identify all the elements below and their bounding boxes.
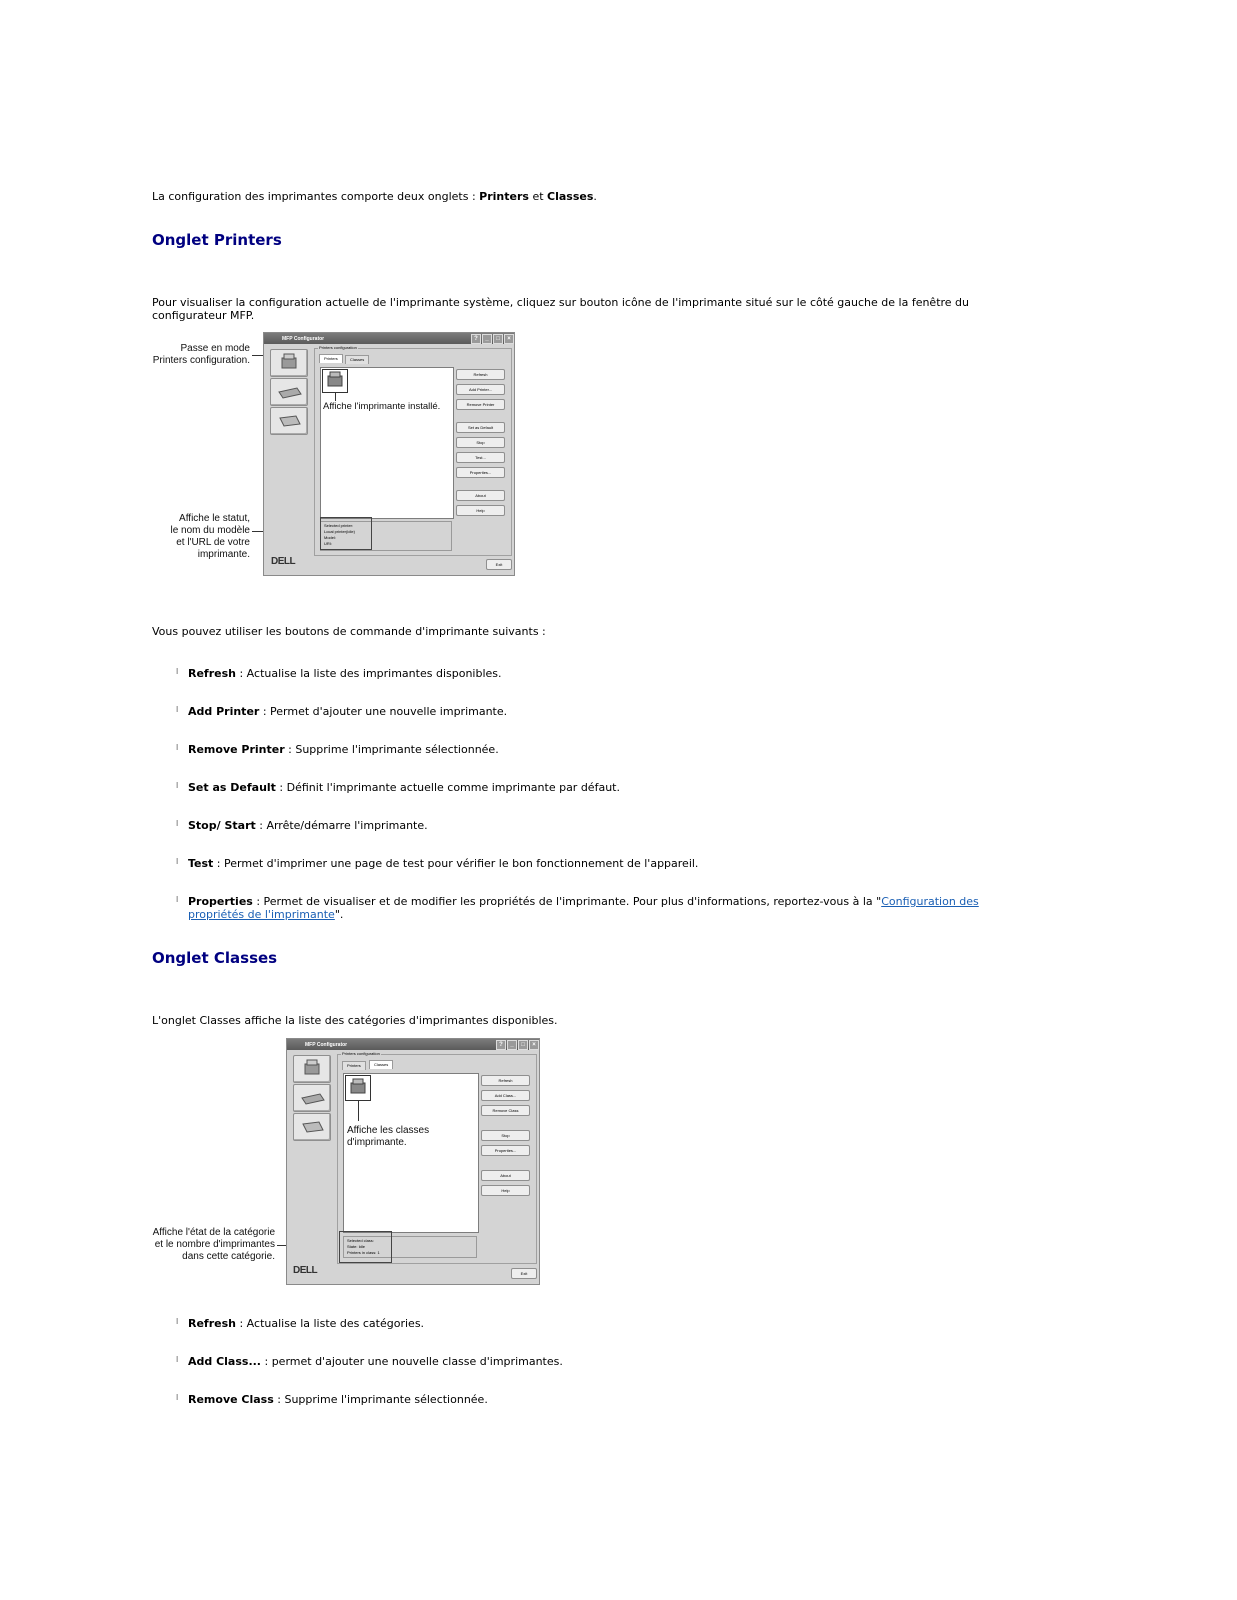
section-title-classes: Onglet Classes [152, 949, 278, 967]
refresh-button[interactable]: Refresh [481, 1075, 530, 1086]
selected-line: Printers in class: 1 [347, 1250, 380, 1255]
about-button[interactable]: About [481, 1170, 530, 1181]
callout-class-status: Affiche l'état de la catégorie et le nombre d'imprimantes dans cette catégorie. [152, 1227, 275, 1262]
intro-text: La configuration des imprimantes comporte deux onglets : Printers et Classes. [152, 190, 597, 203]
help-button[interactable]: Help [481, 1185, 530, 1196]
refresh-button[interactable]: Refresh [456, 369, 505, 380]
port-icon [271, 408, 307, 434]
printers-mode-button[interactable] [293, 1055, 331, 1083]
window-title: MFP Configurator [282, 336, 325, 342]
dell-logo: DELL [293, 1265, 318, 1276]
help-button[interactable]: Help [456, 505, 505, 516]
minimize-icon[interactable]: _ [482, 334, 492, 344]
maximize-icon[interactable]: □ [518, 1040, 528, 1050]
tab-classes[interactable]: Classes [345, 355, 369, 364]
dell-logo: DELL [271, 556, 296, 567]
buttons-intro: Vous pouvez utiliser les boutons de commande d'imprimante suivants : [152, 625, 546, 638]
properties-button[interactable]: Properties... [481, 1145, 530, 1156]
class-printer-icon[interactable] [345, 1075, 371, 1101]
callout-list: Affiche l'imprimante installé. [323, 401, 441, 412]
printer-icon [271, 350, 307, 376]
title-bar [264, 333, 514, 344]
properties-config-link[interactable]: Configuration des propriétés de l'imprimante [188, 895, 979, 921]
help-icon[interactable]: ? [471, 334, 481, 344]
group-label: Printers configuration [319, 345, 357, 350]
remove-class-button[interactable]: Remove Class [481, 1105, 530, 1116]
title-bar [287, 1039, 539, 1050]
printers-config-group [337, 1051, 537, 1264]
add-printer-button[interactable]: Add Printer... [456, 384, 505, 395]
scanner-icon [294, 1085, 330, 1111]
scanner-mode-button[interactable] [270, 378, 308, 406]
tab-printers[interactable]: Printers [342, 1061, 366, 1070]
remove-printer-button[interactable]: Remove Printer [456, 399, 505, 410]
printer-list[interactable] [320, 367, 454, 519]
section-title-printers: Onglet Printers [152, 231, 282, 249]
selected-line: Model: [324, 535, 337, 540]
stop-button[interactable]: Stop [481, 1130, 530, 1141]
printers-mode-button[interactable] [270, 349, 308, 377]
class-list[interactable] [343, 1073, 479, 1233]
exit-button[interactable]: Exit [486, 559, 512, 570]
printer-icon [294, 1056, 330, 1082]
ports-mode-button[interactable] [293, 1113, 331, 1141]
tab-classes[interactable]: Classes [369, 1060, 393, 1069]
close-icon[interactable]: × [529, 1040, 539, 1050]
mfp-window-classes [286, 1038, 540, 1285]
printers-paragraph: Pour visualiser la configuration actuelle de l'imprimante système, cliquez sur bouton icône de l'imprimante situé sur le côté gauche de la fenêtre du configurateur MFP. [152, 296, 970, 322]
callout-status: Affiche le statut, le nom du modèle et l'URL de votre imprimante. [170, 513, 250, 560]
installed-printer-icon[interactable] [322, 369, 348, 393]
classes-paragraph: L'onglet Classes affiche la liste des catégories d'imprimantes disponibles. [152, 1014, 558, 1027]
properties-button[interactable]: Properties... [456, 467, 505, 478]
test-button[interactable]: Test... [456, 452, 505, 463]
port-icon [294, 1114, 330, 1140]
about-button[interactable]: About [456, 490, 505, 501]
scanner-icon [271, 379, 307, 405]
ports-mode-button[interactable] [270, 407, 308, 435]
add-class-button[interactable]: Add Class... [481, 1090, 530, 1101]
printers-config-group [314, 345, 512, 556]
minimize-icon[interactable]: _ [507, 1040, 517, 1050]
selected-label: Selected class: [347, 1238, 374, 1243]
set-default-button[interactable]: Set as Default [456, 422, 505, 433]
maximize-icon[interactable]: □ [493, 334, 503, 344]
callout-classes-list: Affiche les classes d'imprimante. [347, 1125, 430, 1148]
selected-line: URI: [324, 541, 332, 546]
mfp-window [263, 332, 515, 576]
selected-line: Local printer(idle) [324, 529, 355, 534]
scanner-mode-button[interactable] [293, 1084, 331, 1112]
status-highlight [320, 517, 372, 550]
help-icon[interactable]: ? [496, 1040, 506, 1050]
window-title: MFP Configurator [305, 1042, 348, 1048]
exit-button[interactable]: Exit [511, 1268, 537, 1279]
stop-button[interactable]: Stop [456, 437, 505, 448]
callout-mode: Passe en mode Printers configuration. [152, 343, 250, 366]
tab-printers[interactable]: Printers [319, 354, 343, 363]
close-icon[interactable]: × [504, 334, 514, 344]
group-label: Printers configuration [342, 1051, 380, 1056]
status-highlight [339, 1231, 392, 1263]
selected-label: Selected printer: [324, 523, 354, 528]
selected-line: State: Idle [347, 1244, 366, 1249]
